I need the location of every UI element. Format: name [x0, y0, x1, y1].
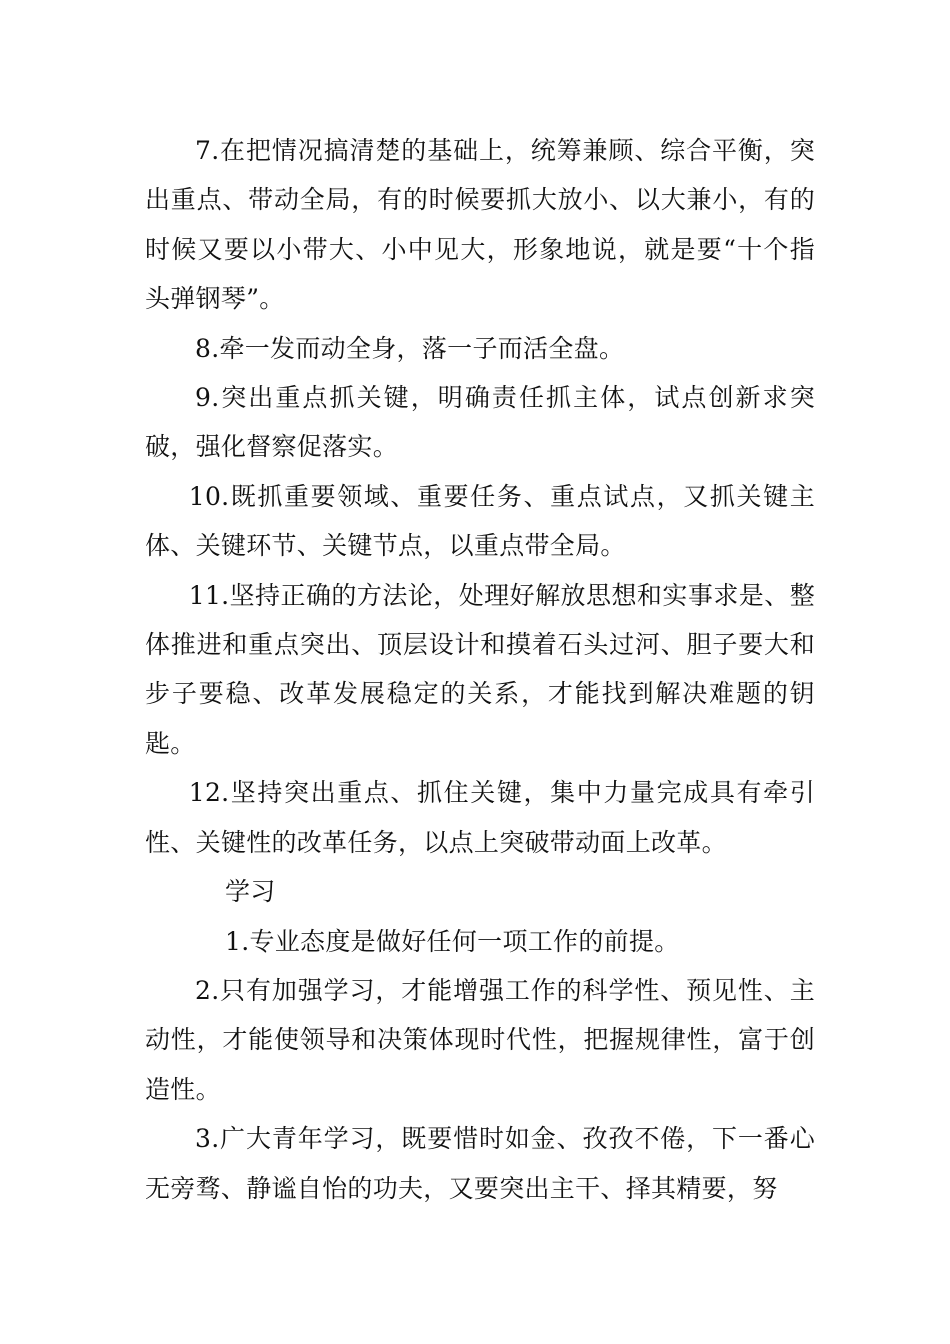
paragraph-12: 12.坚持突出重点、抓住关键，集中力量完成具有牵引性、关键性的改革任务，以点上突破带动面上改革。 — [145, 778, 815, 857]
paragraph-10: 10.既抓重要领域、重要任务、重点试点，又抓关键主体、关键环节、关键节点，以重点带全局。 — [145, 481, 815, 561]
study-paragraph-3: 3.广大青年学习，既要惜时如金、孜孜不倦，下一番心无旁骛、静谧自怡的功夫，又要突出主干、择其精要，努 — [145, 1124, 815, 1203]
study-paragraph-1: 1.专业态度是做好任何一项工作的前提。 — [225, 926, 680, 956]
paragraph-9: 9.突出重点抓关键，明确责任抓主体，试点创新求突破，强化督察促落实。 — [145, 383, 815, 462]
paragraph-7: 7.在把情况搞清楚的基础上，统筹兼顾、综合平衡，突出重点、带动全局，有的时候要抓大放小、以大兼小，有的时候又要以小带大、小中见大，形象地说，就是要“十个指头弹钢琴”。 — [145, 136, 815, 314]
paragraph-11: 11.坚持正确的方法论，处理好解放思想和实事求是、整体推进和重点突出、顶层设计和摸着石头过河、胆子要大和步子要稳、改革发展稳定的关系，才能找到解决难题的钥匙。 — [145, 580, 815, 758]
study-paragraph-2: 2.只有加强学习，才能增强工作的科学性、预见性、主动性，才能使领导和决策体现时代性，把握规律性，富于创造性。 — [145, 975, 815, 1104]
paragraph-8: 8.牵一发而动全身，落一子而活全盘。 — [195, 333, 625, 363]
document-body — [145, 126, 815, 1213]
section-heading: 学习 — [225, 877, 276, 907]
